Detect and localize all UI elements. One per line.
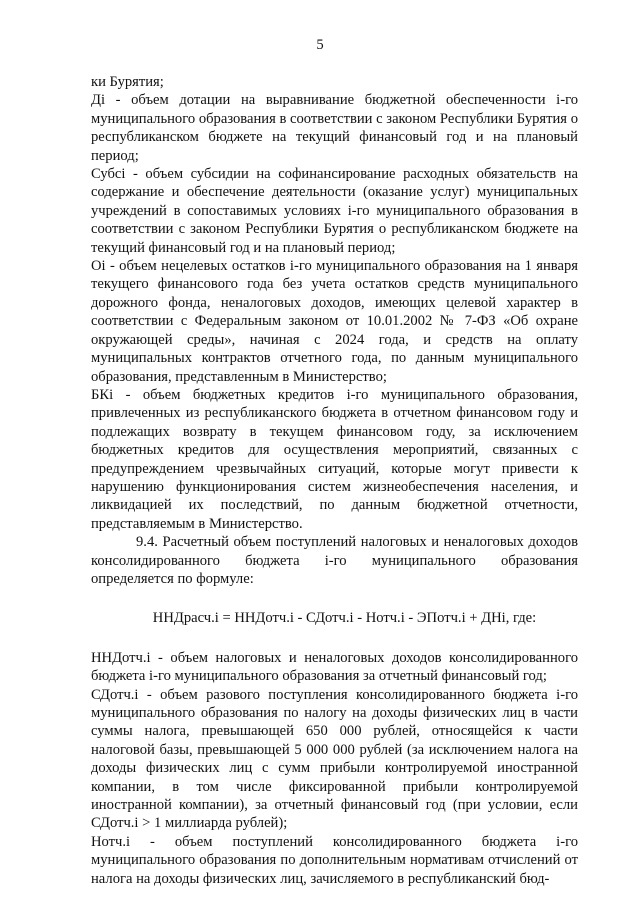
paragraph-definition-d: Дi - объем дотации на выравнивание бюджетной обеспеченности i-го муниципального образования в соответствии с законом Республики Бурятия о республиканском бюджете на текущий финансовый год и на плановый период;	[91, 92, 578, 164]
page-number: 5	[316, 37, 324, 53]
document-body	[91, 73, 578, 888]
paragraph-definition-nnd: ННДотч.i - объем налоговых и неналоговых доходов консолидированного бюджета i-го муниципального образования за отчетный финансовый год;	[91, 649, 578, 685]
formula: ННДрасч.i = ННДотч.i - СДотч.i - Нотч.i - ЭПотч.i + ДНi, где:	[152, 610, 537, 627]
paragraph-definition-o: Оi - объем нецелевых остатков i-го муниципального образования на 1 января текущего финансового года без учета остатков средств муниципального дорожного фонда, неналоговых доходов, имеющих целевой характер в соответствии с Федеральным законом от 10.01.2002 № 7-ФЗ «Об охране окружающей среды», начиная с 2024 года, и средств на оплату муниципальных контрактов отчетного года, по данным муниципального образования, представленным в Министерство;	[91, 258, 578, 385]
paragraph-continuation: ки Бурятия;	[91, 74, 164, 90]
paragraph-definition-bk: БКi - объем бюджетных кредитов i-го муниципального образования, привлеченных из республиканского бюджета в отчетном финансовом году и подлежащих возврату в текущем финансовом году, за исключением бюджетных кредитов для осуществления мероприятий, связанных с предупреждением чрезвычайных ситуаций, которые могут привести к нарушению функционирования систем жизнеобеспечения населения, и ликвидацией их последствий, по данным бюджетной отчетности, представляемым в Министерство.	[91, 386, 578, 532]
paragraph-section-9-4: 9.4. Расчетный объем поступлений налоговых и неналоговых доходов консолидированного бюджета i-го муниципального образования определяется по формуле:	[91, 534, 578, 587]
paragraph-definition-subs: Субсi - объем субсидии на софинансирование расходных обязательств на содержание и обеспечение деятельности (оказание услуг) муниципальных учреждений в сопоставимых условиях i-го муниципального образования в соответствии с законом Республики Бурятия о республиканском бюджете на текущий финансовый год и на плановый период;	[91, 166, 578, 256]
paragraph-definition-sd: СДотч.i - объем разового поступления консолидированного бюджета i-го муниципального образования по налогу на доходы физических лиц в части суммы налога, превышающей 650 000 рублей, относящейся к части налоговой базы, превышающей 5 000 000 рублей (за исключением налога на доходы физических лиц с сумм прибыли контролируемой иностранной компании, в том числе фиксированной прибыли контролируемой иностранной компании), за отчетный финансовый год (при условии, если СДотч.i > 1 миллиарда рублей);	[91, 686, 578, 832]
paragraph-definition-n: Нотч.i - объем поступлений консолидированного бюджета i-го муниципального образования по дополнительным нормативам отчислений от налога на доходы физических лиц, зачисляемого в республиканский бюд-	[91, 833, 578, 887]
